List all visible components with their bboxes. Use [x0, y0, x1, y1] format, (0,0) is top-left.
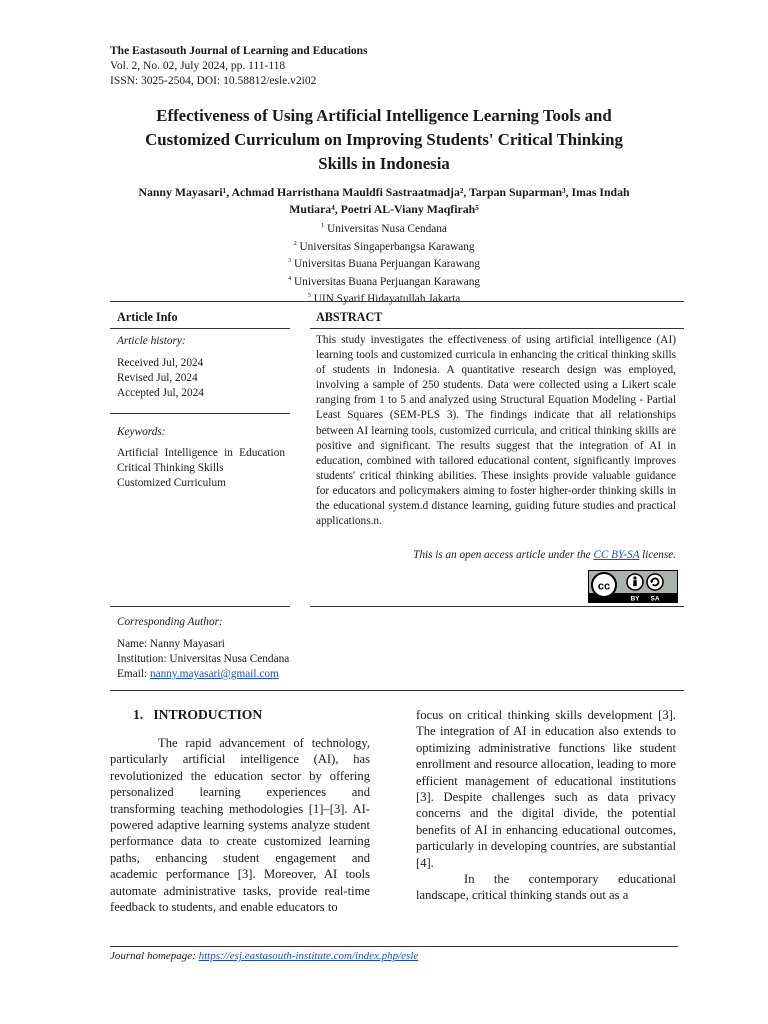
homepage-link[interactable]: https://esj.eastasouth-institute.com/index.php/esle: [198, 950, 419, 962]
affiliation-item: $^3$ Universitas Buana Perjuangan Karawang: [287, 257, 481, 270]
journal-name: The Eastasouth Journal of Learning and Educations: [110, 45, 368, 57]
affiliation-item: $^1$ Universitas Nusa Cendana: [321, 222, 447, 235]
author-line: Mutiara⁴, Poetri AL-Viany Maqfirah⁵: [289, 202, 479, 216]
divider: [110, 946, 678, 947]
cc-logo-icon: [589, 571, 677, 602]
divider: [110, 328, 290, 329]
title-line: Effectiveness of Using Artificial Intelligence Learning Tools and: [156, 106, 612, 125]
corresponding-email: Email: nanny.mayasari@gmail.com: [117, 668, 279, 680]
author-list: [100, 184, 668, 218]
corresponding-author-label: Corresponding Author:: [117, 616, 223, 628]
article-history-label: Article history:: [117, 335, 186, 347]
keyword-item: Customized Curriculum: [117, 477, 226, 489]
author-line: Nanny Mayasari¹, Achmad Harristhana Mauldfi Sastraatmadja², Tarpan Suparman³, Imas Indah: [138, 185, 630, 199]
keywords-list: [117, 446, 285, 491]
title-line: Skills in Indonesia: [318, 154, 450, 173]
title-line: Customized Curriculum on Improving Students' Critical Thinking: [145, 130, 623, 149]
revised-date: Revised Jul, 2024: [117, 372, 198, 384]
affiliation-item: $^2$ Universitas Singaperbangsa Karawang: [293, 239, 475, 253]
cc-by-sa-badge[interactable]: [588, 570, 678, 603]
journal-issn: ISSN: 3025-2504, DOI: 10.58812/esle.v2i02: [110, 75, 317, 87]
intro-left-column: The rapid advancement of technology, particularly artificial intelligence (AI), has revolutionized the education sector by offering personalized learning experiences and transforming teaching methodologies [1]–[3]. AI-powered adaptive learning systems analyze student performance data to create customized learning paths, enhancing student engagement and academic performance [3]. Moreover, AI tools automate administrative tasks, provide real-time feedback to students, and enable educators to: [110, 736, 370, 915]
corresponding-institution: Institution: Universitas Nusa Cendana: [117, 653, 290, 665]
article-info-heading: Article Info: [117, 310, 178, 324]
intro-right-column: [416, 707, 676, 904]
svg-text:cc: cc: [597, 580, 611, 593]
divider: [110, 606, 290, 607]
divider: [310, 606, 684, 607]
email-link[interactable]: nanny.mayasari@gmail.com: [149, 668, 279, 680]
affiliation-item: $^4$ Universitas Buana Perjuangan Karawang: [287, 274, 481, 288]
divider: [110, 413, 290, 414]
keyword-item: Critical Thinking Skills: [117, 462, 224, 474]
paper-title: [100, 104, 668, 176]
divider: [110, 301, 684, 302]
abstract-heading: ABSTRACT: [316, 310, 383, 324]
intro-paragraph: focus on critical thinking skills development [3]. The integration of AI in education also extends to optimizing administrative functions like student enrollment and resource allocation, leading to more efficient management of educational institutions [3]. Despite challenges such as data privacy concerns and the digital divide, the potential benefits of AI in enhancing educational outcomes, particularly in developing countries, are substantial [4].: [416, 708, 676, 870]
keyword-item: Artificial Intelligence in Education: [117, 447, 285, 459]
journal-homepage-footer: Journal homepage: https://esj.eastasouth-institute.com/index.php/esle: [110, 950, 419, 962]
keywords-label: Keywords:: [117, 426, 166, 438]
footer-label: Journal homepage: [110, 950, 193, 962]
journal-header: [110, 44, 368, 89]
abstract-text: This study investigates the effectiveness of using artificial intelligence (AI) learning tools and customized curricula in enhancing the critical thinking skills of students in Indonesia. A quantitative research design was employed, involving a sample of 250 students. Data were collected using a Likert scale ranging from 1 to 5 and analyzed using Structural Equation Modeling - Partial Least Squares (SEM-PLS 3). The findings indicate that all relationships between AI learning tools, customized curricula, and critical thinking skills are positive and significant. The results suggest that the integration of AI in education, combined with tailored educational content, significantly improves students' critical thinking abilities. These insights provide valuable guidance for educators and policymakers aiming to foster higher-order thinking skills in the educational system.d distance learning, guiding future studies and practical applications.n.: [316, 334, 676, 528]
svg-text:SA: SA: [650, 595, 660, 602]
license-link[interactable]: CC BY-SA: [593, 549, 640, 561]
svg-text:BY: BY: [630, 595, 640, 602]
intro-paragraph: In the contemporary educational landscape, critical thinking stands out as a: [416, 872, 676, 903]
affiliation-list: [100, 219, 668, 307]
article-dates: [117, 356, 204, 401]
affiliation-item: $^5$ UIN Syarif Hidayatullah Jakarta: [307, 292, 461, 306]
corresponding-author-details: [117, 637, 289, 682]
divider: [310, 328, 684, 329]
received-date: Received Jul, 2024: [117, 357, 204, 369]
divider: [110, 690, 684, 691]
introduction-heading: 1. INTRODUCTION: [133, 707, 263, 722]
corresponding-name: Name: Nanny Mayasari: [117, 638, 225, 650]
journal-volume: Vol. 2, No. 02, July 2024, pp. 111-118: [110, 60, 286, 72]
license-statement: This is an open access article under the CC BY-SA license.: [413, 549, 676, 561]
accepted-date: Accepted Jul, 2024: [117, 387, 204, 399]
